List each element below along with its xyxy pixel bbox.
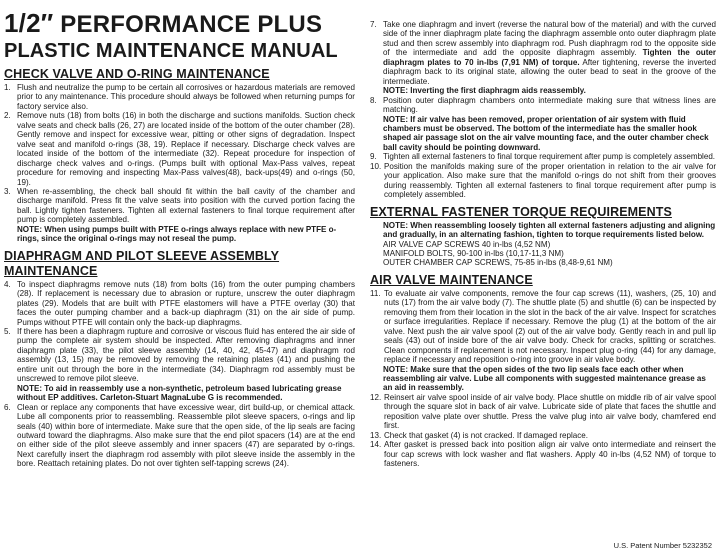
list-item: 7. Take one diaphragm and invert (reverse the natural bow of the material) and with the curved side of the inner diaphragm plate facing the diaphragm assemble onto outer diaphragm plate stud and then screw assembly into diaphragm rod. Push diaphragm rod to the opposite side of the intermediate and add the opposite diaphragm assembly. Tighten the outer diaphragm plates to 70 in-lbs (7,91 NM) of torque. After tightening, reverse the inverted diaphragm back to its original state, allowing the outer bead to seat in the groove of the intermediate. xyxy=(370,20,716,86)
title-main: PERFORMANCE PLUS xyxy=(60,11,323,38)
list-item: 12. Reinsert air valve spool inside of air valve body. Place shuttle on middle rib of air valve spool through the square slot in back of air valve. Lubricate side of plate that faces the shuttle and reposition valve plate over shuttle. Press the valve plug into air valve body, chamfered end first. xyxy=(370,392,716,431)
note-lip-seals: NOTE: Make sure that the open sides of the two lip seals face each other when reassembling air valve. Lube all components with suggested maintenance grease as an aid in reassembly. xyxy=(383,364,706,393)
torque-spec-air-valve: AIR VALVE CAP SCREWS 40 in-lbs (4,52 NM) xyxy=(383,239,551,249)
list-item: 3. When re-assembling, the check ball should fit within the ball cavity of the chamber and discharge manifold. Press fit the valve seats into position with the curved portion facing the ball. Lightly tighten fasteners. Tighten all external fasteners to final torque requirement after pump is completely assembled. xyxy=(4,186,355,225)
left-column xyxy=(4,0,355,469)
torque-note: NOTE: When reassembling loosely tighten all external fasteners adjusting and aligning and gradually, in an alternating fashion, tighten to torque requirements listed below. xyxy=(383,220,716,240)
check-valve-heading: CHECK VALVE AND O-RING MAINTENANCE xyxy=(4,67,270,81)
list-item: 1. Flush and neutralize the pump to be certain all corrosives or hazardous materials are removed prior to any maintenance. This procedure should always be followed when returning pumps for factory service also. xyxy=(4,83,355,111)
patent-number: U.S. Patent Number 5232352 xyxy=(613,541,712,550)
diaphragm-heading: DIAPHRAGM AND PILOT SLEEVE ASSEMBLY MAINTENANCE xyxy=(4,248,280,278)
list-item: 14. After gasket is pressed back into position align air valve onto intermediate and reinsert the four cap screws with lock washer and flat washers. Apply 40 in-lbs (4,52 NM) of torque to fasteners. xyxy=(370,440,716,469)
list-item: 9. Tighten all external fasteners to final torque requirement after pump is completely assembled. xyxy=(370,152,716,162)
right-column xyxy=(370,0,716,468)
note-orientation: NOTE: If air valve has been removed, proper orientation of air system with fluid chambers must be observed. The bottom of the intermediate has the smaller hook shaped air passage slot on the air valve mounting face, and the outer chamber check ball cavity should be pointing downward. xyxy=(383,114,709,152)
check-valve-list xyxy=(4,83,355,225)
torque-block xyxy=(370,221,716,268)
list-item: 4. To inspect diaphragms remove nuts (18) from bolts (16) from the outer pumping chambers (28). If replacement is necessary due to abrasion or rupture, unscrew the outer diaphragm plates (29). Models that are built with PTFE elastomers will have a PTFE overlay (30) that faces the outer pumping chamber and a back-up diaphragm (31) on the air side of pump. Pumps without PTFE will contain only the back-up diaphragms. xyxy=(4,279,355,327)
note-inverting: NOTE: Inverting the first diaphragm aids reassembly. xyxy=(383,86,586,96)
list-item: 13. Check that gasket (4) is not cracked. If damaged replace. xyxy=(370,430,588,440)
check-valve-note: NOTE: When using pumps built with PTFE o-rings always replace with new PTFE o-rings, since the original o-rings may not reseal the pump. xyxy=(17,224,337,244)
list-item: 5. If there has been a diaphragm rupture and corrosive or viscous fluid has entered the air side of pump the complete air system should be inspected. After removing diaphragms and inner diaphragm plate (33), the pilot sleeve assembly (14, 40, 42, 45-47) and diaphragm rod assembly (13, 15) may be removed by removing the retaining plates (41) and pushing the entire unit out through the bore in the intermediate (34). Diaphragm rod assembly must be unscrewed to remove pilot sleeve. xyxy=(4,326,355,384)
list-item: 8. Position outer diaphragm chambers onto intermediate making sure that witness lines are matching. xyxy=(370,95,716,115)
air-valve-list xyxy=(370,289,716,365)
list-item: 11. To evaluate air valve components, remove the four cap screws (11), washers, (25, 10) and nuts (17) from the air valve body (7). The shuttle plate (5) and shuttle (6) can be inspected by removing them from their location in the slot in the back of the air valve. Inspect for scratches or surface irregularities. Replace if necessary. Remove the plug (1) at the bottom of the air valve. Next push the air valve spool (2) out of the air valve body. Gently reach in and pull lip seals (43) out of inside bore of the air valve body. Check for cracks, splitting or scratches. Clean components if replacement is not necessary. Inspect plug o-ring (44) for any damage, replace if necessary and reposition o-ring into groove in air valve body. xyxy=(370,288,716,365)
manual-title xyxy=(4,10,355,38)
diaphragm-note: NOTE: To aid in reassembly use a non-synthetic, petroleum based lubricating grease without EP additives. Carleton-Stuart MagnaLube G is recommended. xyxy=(17,383,342,403)
torque-heading: EXTERNAL FASTENER TORQUE REQUIREMENTS xyxy=(370,204,672,219)
diaphragm-list xyxy=(4,280,355,384)
title-size: 1/2″ xyxy=(4,8,54,38)
diaphragm-cont-list xyxy=(370,20,716,86)
torque-spec-outer-chamber: OUTER CHAMBER CAP SCREWS, 75-85 in-lbs (8,48-9,61 NM) xyxy=(383,258,613,268)
torque-spec-manifold: MANIFOLD BOLTS, 90-100 in-lbs (10,17-11,3 NM) xyxy=(383,248,564,258)
air-valve-heading: AIR VALVE MAINTENANCE xyxy=(370,272,533,287)
manual-subtitle: PLASTIC MAINTENANCE MANUAL xyxy=(4,40,338,62)
list-item: 6. Clean or replace any components that have excessive wear, dirt build-up, or chemical attack. Lube all components prior to reassembling. Reassemble pilot sleeve spacers, o-rings and lip seals (40) within bore of intermediate. Make sure that the open side, of the lip seals are facing outward toward the diaphragms. Also make sure that the end pilot spacers (14) are at the end on either side of the pilot sleeve assembly and inner spacers (47) are separated by o-rings. Next carefully insert the diaphragm rod assembly with pilot sleeve inside the assembly in the bore. Reattach retaining plates. Do not over tighten self-tapping screws (24). xyxy=(4,402,355,469)
list-item: 2. Remove nuts (18) from bolts (16) in both the discharge and suctions manifolds. Suction check valve seats and check balls (26, 27) are located inside of the bottom of the outer chamber (28). Gently remove and inspect for excessive wear, pitting or other signs of degradation. Inspect valve seat and manifold o-rings (38, 19). Replace if necessary. Discharge check valves are located inside of the bottom of the intermediate (32). Repeat procedure for inspection of discharge check valves and o-rings. (Pumps built with optional Max-Pass valves, repeat procedure for removing and inspecting Max-Pass valves(48), back-ups(49) and o-rings (50, 19). xyxy=(4,111,355,187)
list-item: 10. Position the manifolds making sure of the proper orientation in relation to the air valve for your application. Also make sure that the manifold o-rings do not shift from their grooves during reassembly. Tighten all external fasteners to final torque requirement after pump is completely assembled. xyxy=(370,161,716,200)
